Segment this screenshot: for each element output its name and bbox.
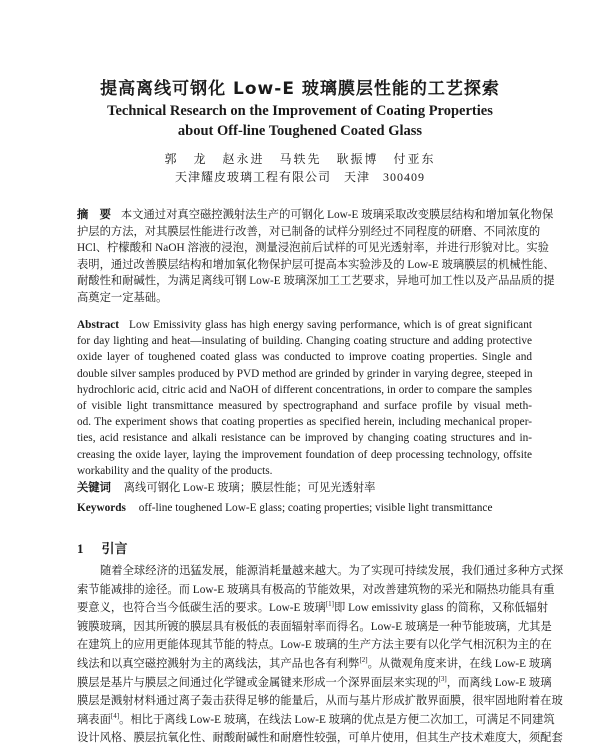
text-segment: hydrochloric acid, citric acid and NaOH of different concentrations, in order to compare the samples	[77, 383, 532, 396]
text-segment: oxide layer of toughened coated glass was conducted to improve coating properties. Single and	[77, 351, 532, 364]
text-line	[77, 656, 552, 672]
citation-ref: [4]	[110, 712, 120, 721]
text-segment: workability and the quality of the products.	[77, 464, 273, 477]
text-line	[77, 241, 549, 256]
text-line	[77, 712, 555, 728]
text-segment: for day lighting and heat—insulating of building. Changing coating structure and adding protective	[77, 335, 532, 348]
text-line	[77, 334, 532, 349]
text-line	[77, 225, 541, 240]
paper-title-cn: 提高离线可钢化 Low-E 玻璃膜层性能的工艺探索	[100, 79, 500, 99]
paper-title-en-line1: Technical Research on the Improvement of Coating Properties	[107, 103, 493, 119]
text-segment: 在建筑上的应用更能体现其节能的特点。Low-E 玻璃的生产方法主要有以化学气相沉积为主的在	[77, 639, 552, 652]
text-line	[77, 431, 532, 446]
text-segment: 线法和以真空磁控溅射为主的离线法，其产品也各有利弊	[77, 658, 360, 670]
text-segment: double silver samples produced by PVD method are grinded by grinder in varying degree, steeped in	[77, 367, 533, 380]
citation-ref: [1]	[325, 600, 335, 609]
text-segment: HCl、柠檬酸和 NaOH 溶液的浸泡，测量浸泡前后试样的可见光透射率，并进行形貌对比。实验	[77, 242, 549, 255]
text-segment: 膜层是溅射材料通过离子轰击获得足够的能量后，从而与基片形成扩散界面膜，很牢固地附着在玻	[77, 695, 563, 708]
keywords-en	[77, 501, 532, 516]
text-segment: 本文通过对真空磁控溅射法生产的可钢化 Low-E 玻璃采取改变膜层结构和增加氧化物保	[120, 209, 554, 221]
text-segment: 耐酸性和耐碱性，为满足离线可钢 Low-E 玻璃深加工工艺要求，异地可加工性以及产品品质的提	[77, 275, 555, 288]
keywords-en-label: Keywords	[77, 502, 126, 514]
text-segment: 镀膜玻璃，因其所镀的膜层具有极低的表面辐射率而得名。Low-E 玻璃是一种节能玻璃，尤其是	[77, 620, 552, 633]
text-segment: 璃表面	[77, 713, 111, 726]
text-segment: 随着全球经济的迅猛发展，能源消耗量越来越大。为了实现可持续发展，我们通过多种方式探	[100, 565, 564, 577]
text-segment: creasing the oxide layer, laying the improvement foundation of deep processing technology, offsite	[77, 448, 532, 461]
text-line	[77, 350, 532, 365]
text-segment: 膜层是基片与膜层之间通过化学键或金属键来形成一个深界面层来实现的	[77, 676, 439, 689]
text-line	[77, 367, 532, 382]
text-line	[77, 208, 554, 223]
text-line	[77, 291, 532, 306]
keywords-cn-label: 关键词	[77, 482, 111, 494]
text-line	[77, 415, 532, 430]
text-line	[100, 564, 564, 579]
text-segment: 高奠定一定基础。	[77, 292, 168, 304]
citation-ref: [2]	[359, 656, 368, 665]
paper-title-en-line2: about Off-line Toughened Coated Glass	[177, 123, 423, 139]
text-segment: 即 Low emissivity glass 的简称，又称低辐射	[334, 602, 549, 615]
text-segment: ties, acid resistance and alkali resistance can be improved by changing coating structures and in-	[77, 432, 532, 445]
abstract-label: 摘 要	[77, 209, 111, 221]
text-segment: 设计风格、膜层抗氧化性、耐酸耐碱性和耐磨性较强，可单片使用，但其生产技术难度大，须配套	[77, 732, 563, 745]
citation-ref: [3]	[438, 674, 447, 683]
authors: 郭 龙 赵永进 马轶先 耿振博 付亚东	[164, 152, 436, 166]
text-segment: Low Emissivity glass has high energy saving performance, which is of great significant	[129, 319, 532, 331]
text-line	[77, 318, 532, 333]
affiliation: 天津耀皮玻璃工程有限公司 天津 300409	[174, 170, 425, 184]
text-line	[77, 583, 555, 598]
keywords-cn	[77, 481, 532, 496]
text-line	[77, 448, 532, 463]
text-line	[77, 600, 549, 616]
text-segment: 。从微观角度来讲，在线 Low-E 玻璃	[367, 658, 552, 670]
section-number: 1	[77, 541, 84, 556]
text-line	[77, 638, 552, 653]
text-line	[77, 258, 555, 273]
text-segment: 要意义，也符合当今低碳生活的要求。Low-E 玻璃	[77, 602, 326, 615]
text-segment: od. The experiment shows that coating properties as specified herein, including mechanical proper-	[77, 416, 532, 429]
keywords-en-text: off-line toughened Low-E glass; coating properties; visible light transmittance	[138, 502, 493, 514]
section-heading	[77, 541, 128, 556]
text-line	[77, 731, 563, 746]
abstract-label: Abstract	[77, 319, 120, 331]
text-segment: ，而离线 Low-E 玻璃	[446, 676, 552, 689]
text-line	[77, 674, 552, 691]
text-segment: 。相比于离线 Low-E 玻璃，在线法 Low-E 玻璃的优点是方便二次加工，可满足不同建筑	[119, 713, 555, 726]
text-segment: of visible light transmittance measured by spectrographand and surface profile by visual meth-	[77, 400, 532, 412]
section-title: 引言	[101, 541, 128, 556]
text-line	[77, 694, 563, 709]
text-segment: 表明，通过改善膜层结构和增加氧化物保护层可提高本实验涉及的 Low-E 玻璃膜层的机械性能、	[77, 258, 555, 271]
text-line	[77, 383, 532, 398]
text-segment: 护层的方法，对其膜层性能进行改善，对已制备的试样分别经过不同程度的研磨、不同浓度的	[77, 225, 541, 238]
text-line	[77, 620, 552, 635]
text-segment: 索节能减排的途径。而 Low-E 玻璃具有极高的节能效果，对改善建筑物的采光和隔热功能具有重	[77, 583, 555, 596]
text-line	[77, 399, 532, 414]
text-line	[77, 464, 532, 479]
text-line	[77, 274, 555, 289]
keywords-cn-text: 离线可钢化 Low-E 玻璃；膜层性能；可见光透射率	[123, 482, 376, 494]
